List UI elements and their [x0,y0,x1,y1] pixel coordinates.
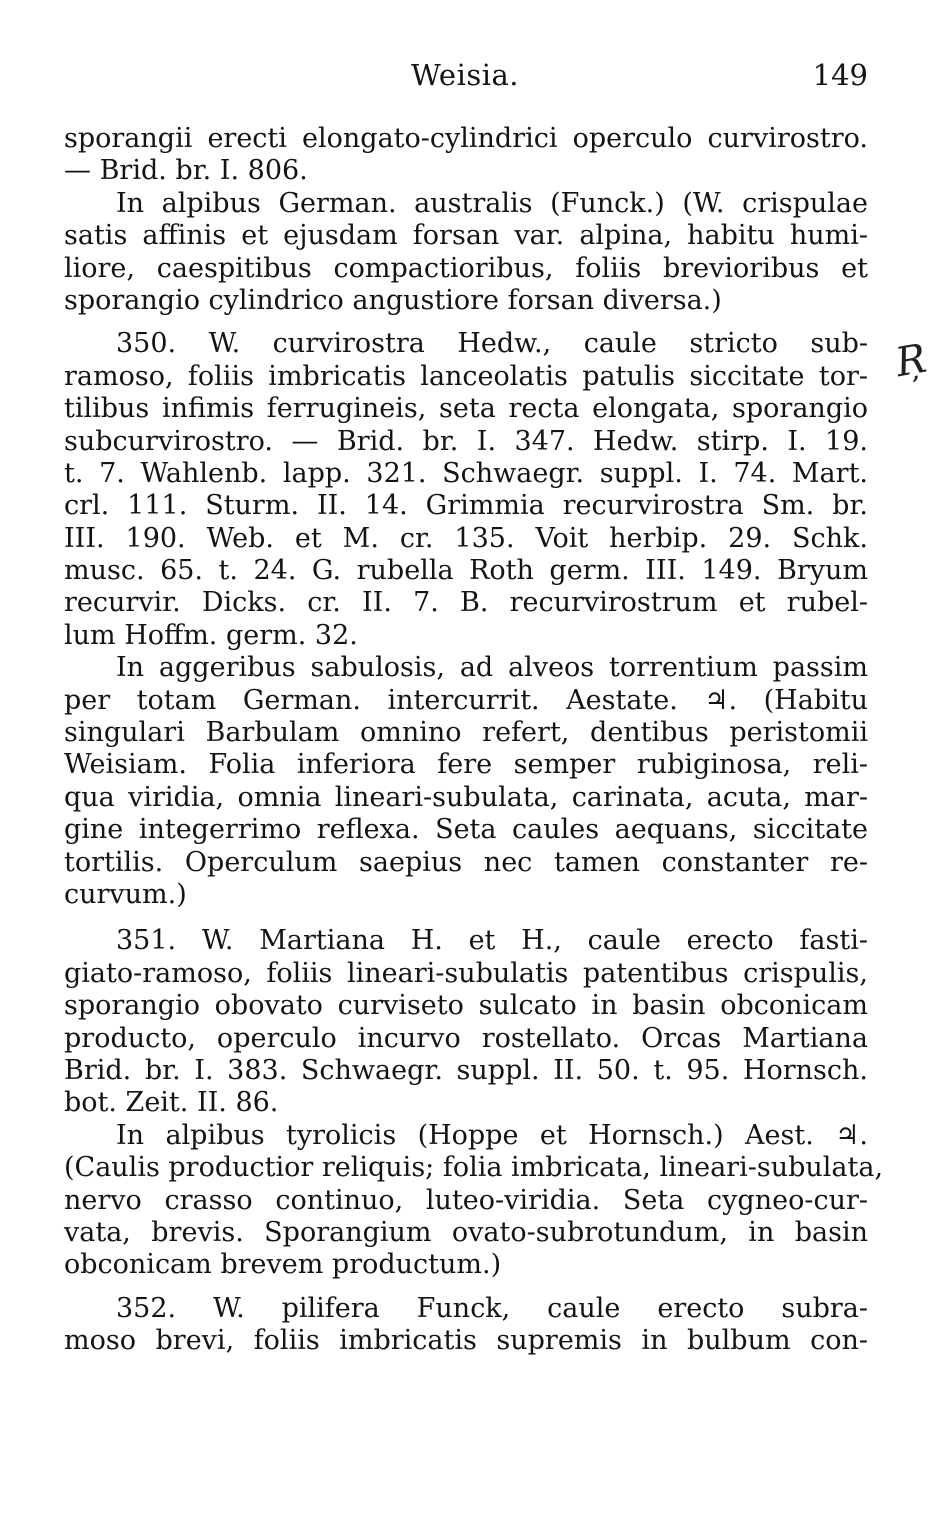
text-line: recurvir. Dicks. cr. II. 7. B. recurvirostrum et rubel- [64,587,868,619]
text-line: sporangii erecti elongato-cylindrici operculo curvirostro. [64,123,868,154]
page-number: 149 [812,58,868,92]
text-line: gine integerrimo reflexa. Seta caules aequans, siccitate [64,814,868,846]
text-line: qua viridia, omnia lineari-subulata, carinata, acuta, mar- [64,781,868,813]
text-line: vata, brevis. Sporangium ovato-subrotundum, in basin [64,1216,868,1248]
text-line: ramoso, foliis imbricatis lanceolatis patulis siccitate tor- [64,360,868,392]
body-text [64,123,884,1357]
text-line: crl. 111. Sturm. II. 14. Grimmia recurvirostra Sm. br. [64,490,868,522]
text-line: Brid. br. I. 383. Schwaegr. suppl. II. 50. t. 95. Hornsch. [64,1054,868,1086]
text-line: t. 7. Wahlenb. lapp. 321. Schwaegr. suppl. I. 74. Mart. [64,457,868,489]
text-line: satis affinis et ejusdam forsan var. alpina, habitu humi- [64,220,868,252]
text-line: 351. W. Martiana H. et H., caule erecto fasti- [116,925,868,957]
text-line: — Brid. br. I. 806. [64,155,308,187]
paragraph-gap [64,1282,868,1293]
text-line: In alpibus tyrolicis (Hoppe et Hornsch.) Aest. ♃. [116,1119,868,1151]
text-line: bot. Zeit. II. 86. [64,1087,279,1119]
text-line: 352. W. pilifera Funck, caule erecto subra- [116,1292,868,1324]
text-line: singulari Barbulam omnino refert, dentibus peristomii [64,717,868,749]
text-line: sporangio obovato curviseto sulcato in basin obconicam [64,990,868,1022]
margin-annotation: Ŗ [892,335,930,387]
text-line: giato-ramoso, foliis lineari-subulatis patentibus crispulis, [64,957,868,989]
running-title: Weisia. [410,58,520,92]
text-line: liore, caespitibus compactioribus, foliis brevioribus et [64,252,868,284]
text-line: In alpibus German. australis (Funck.) (W. crispulae [116,187,868,219]
text-line: moso brevi, foliis imbricatis supremis in bulbum con- [64,1325,868,1357]
running-header [62,58,868,98]
text-line: lum Hoffm. germ. 32. [64,619,358,651]
text-line: obconicam brevem productum.) [64,1249,502,1281]
text-line: producto, operculo incurvo rostellato. Orcas Martiana [64,1022,868,1054]
text-line: Weisiam. Folia inferiora fere semper rubiginosa, reli- [64,749,868,781]
text-line: nervo crasso continuo, luteo-viridia. Seta cygneo-cur- [64,1184,868,1216]
text-line: (Caulis productior reliquis; folia imbricata, lineari-subulata, [64,1152,884,1184]
text-line: In aggeribus sabulosis, ad alveos torrentium passim [116,652,868,684]
text-line: tortilis. Operculum saepius nec tamen constanter re- [64,846,868,878]
text-line: sporangio cylindrico angustiore forsan diversa.) [64,284,722,316]
text-line: III. 190. Web. et M. cr. 135. Voit herbip. 29. Schk. [64,522,868,554]
text-line: tilibus infimis ferrugineis, seta recta elongata, sporangio [64,393,868,425]
paragraph-gap [64,911,868,925]
text-line: 350. W. curvirostra Hedw., caule stricto sub- [116,328,868,360]
text-line: per totam German. intercurrit. Aestate. ♃. (Habitu [64,684,868,716]
text-line: curvum.) [64,878,187,910]
text-line: musc. 65. t. 24. G. rubella Roth germ. III. 149. Bryum [64,555,868,587]
paragraph-gap [64,317,868,328]
text-line: subcurvirostro. — Brid. br. I. 347. Hedw. stirp. I. 19. [64,425,868,457]
